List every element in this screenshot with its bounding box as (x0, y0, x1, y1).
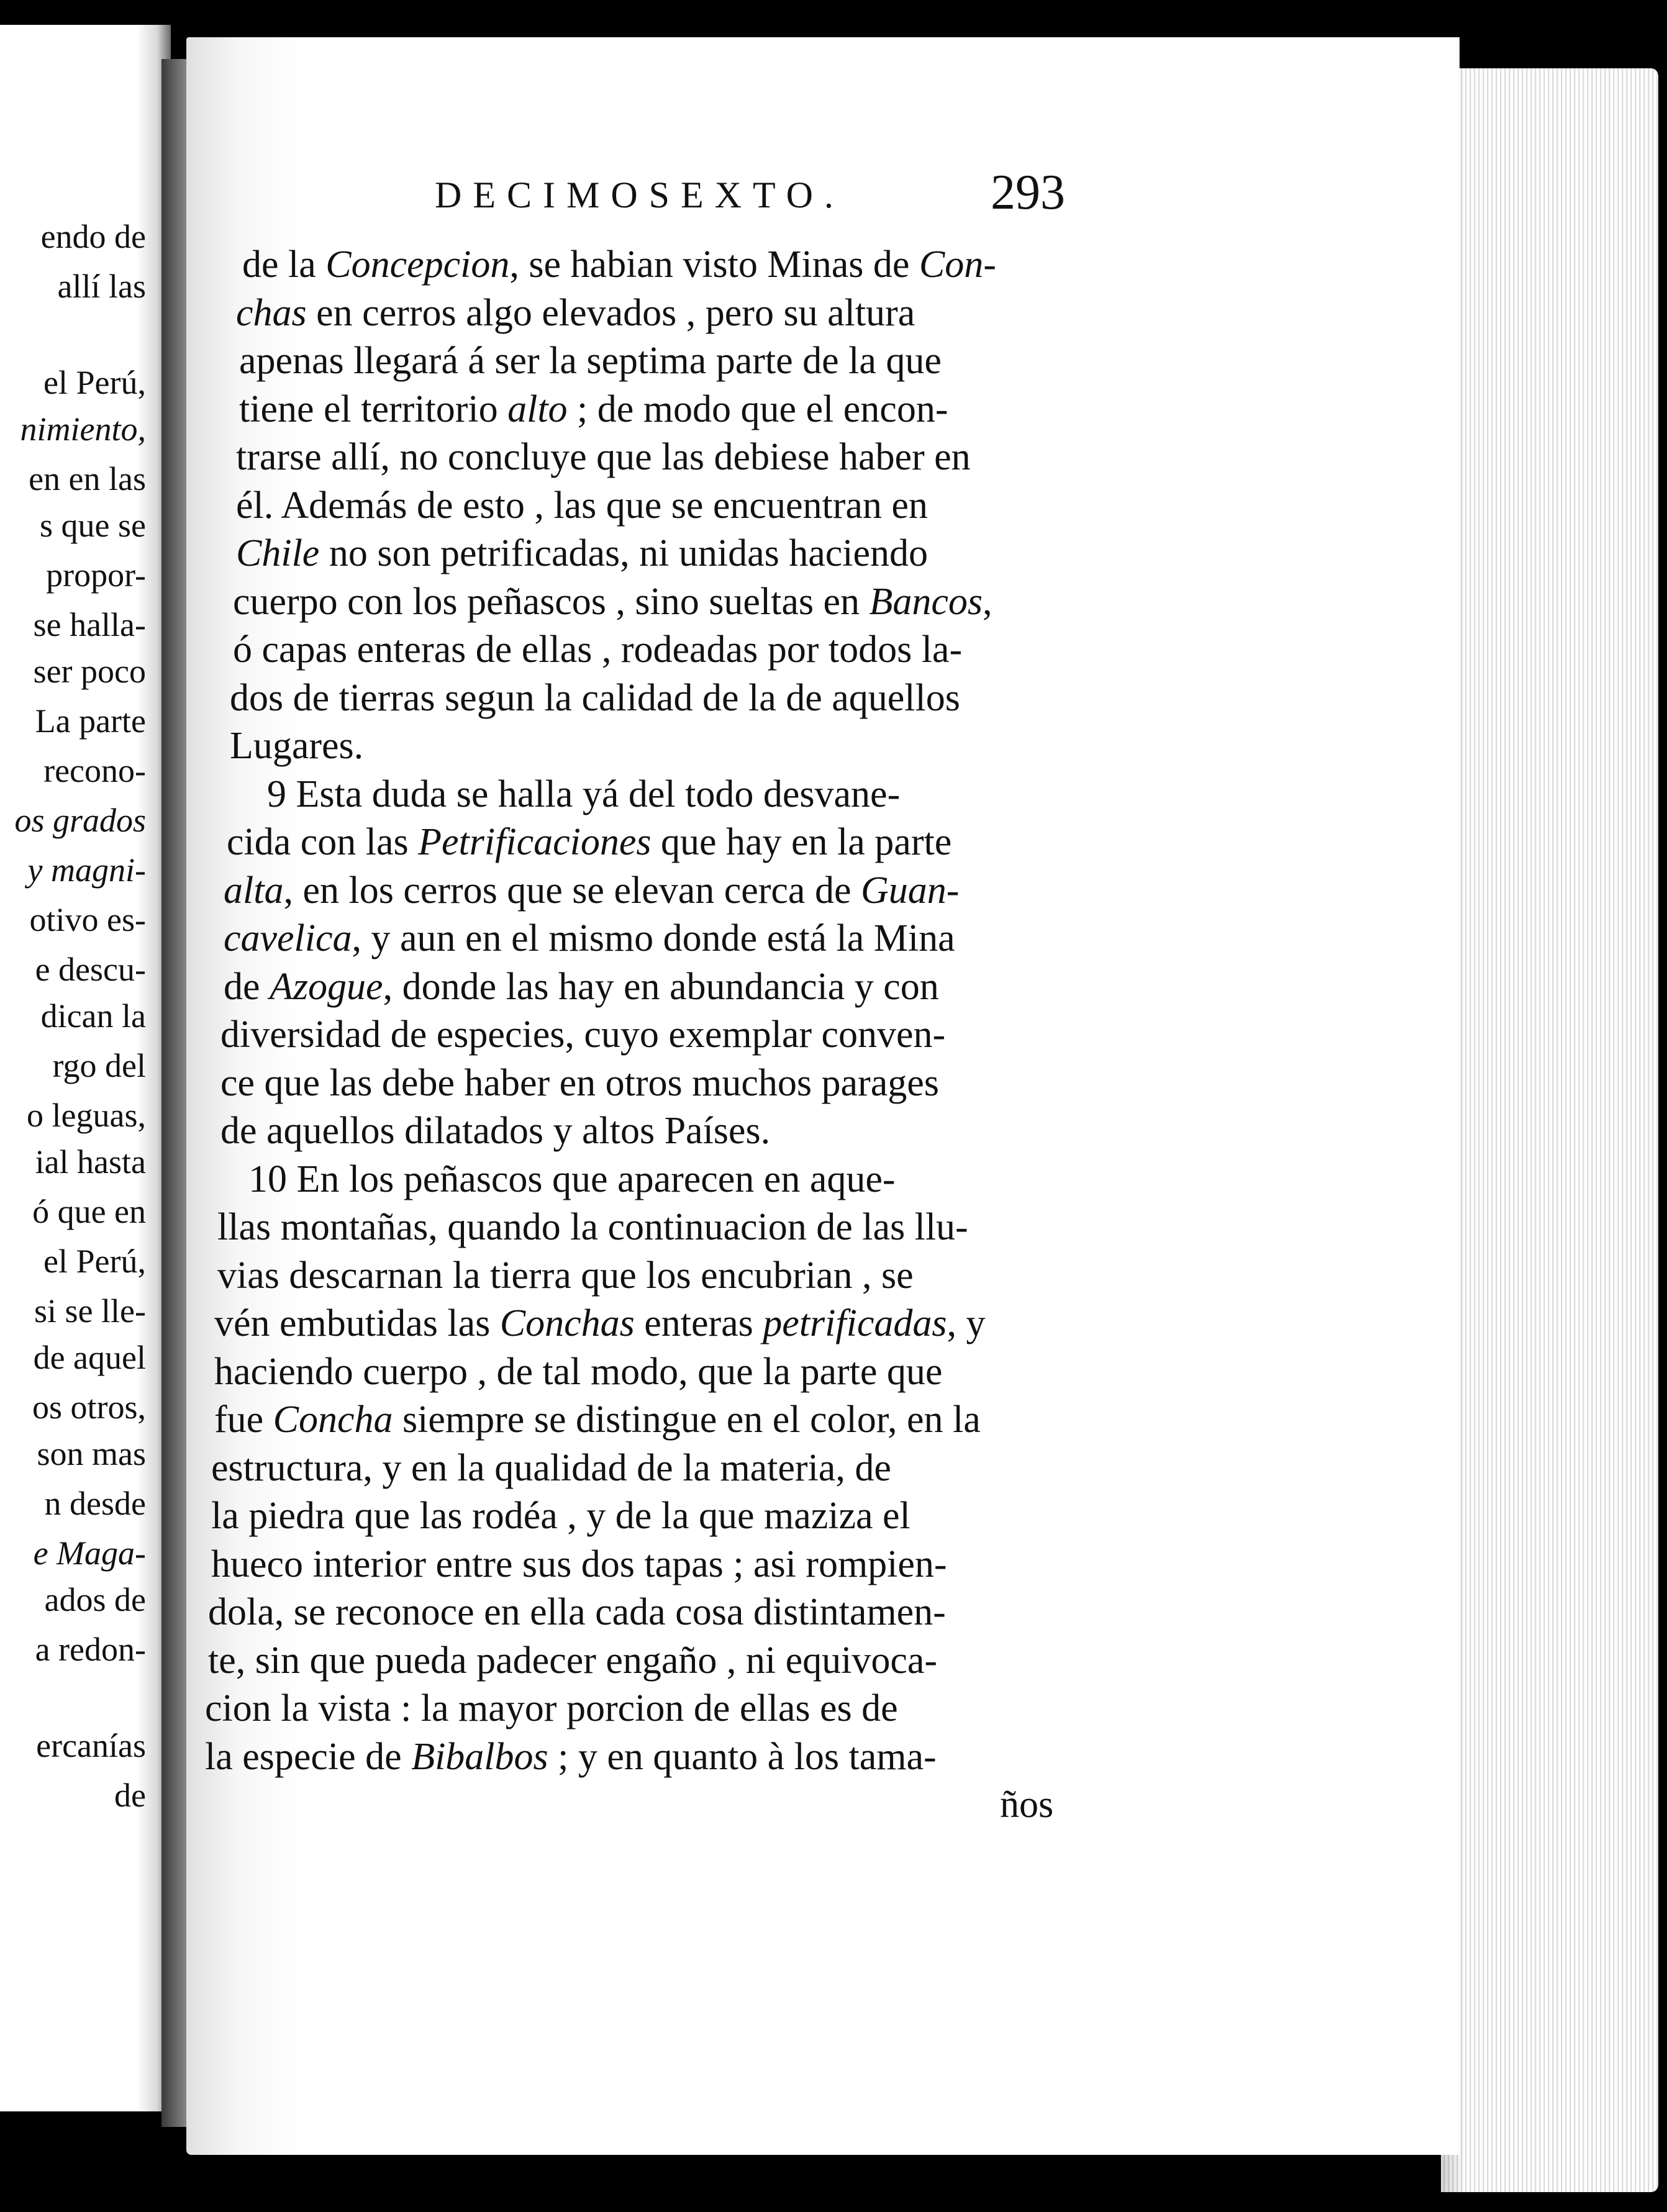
page-number: 293 (991, 165, 1065, 220)
text-line (208, 1641, 937, 1680)
text-run: Lugares. (230, 725, 364, 767)
text-line (205, 1738, 937, 1776)
text-line (227, 823, 952, 861)
text-run: estructura, y en la qualidad de la materia, de (211, 1447, 891, 1489)
text-run: 9 Esta duda se halla yá del todo desvane- (267, 773, 901, 815)
left-page-line: el Perú, (43, 1243, 146, 1280)
text-line (239, 390, 948, 428)
text-run: enteras (634, 1302, 763, 1344)
text-run: tiene el territorio (239, 388, 508, 430)
left-page-line: allí las (57, 268, 146, 305)
text-run: 10 En los peñascos que aparecen en aque- (248, 1158, 896, 1200)
italic-run: Bibalbos (411, 1736, 548, 1778)
text-line (233, 582, 992, 621)
text-line (220, 1064, 939, 1102)
text-run: ; de modo que el encon- (567, 388, 948, 430)
text-line (211, 1497, 911, 1535)
italic-run: Petrificaciones (418, 821, 652, 863)
text-line (230, 727, 363, 765)
left-page-line: ercanías (36, 1727, 146, 1764)
left-page-line: recono- (43, 752, 146, 789)
text-line (208, 1593, 946, 1631)
text-line (224, 871, 959, 910)
text-run: ; y en quanto à los tama- (548, 1736, 937, 1778)
left-page-line: endo de (40, 218, 146, 255)
left-page-line: de aquel (33, 1339, 146, 1376)
left-page-line: n desde (44, 1485, 146, 1522)
running-head: DECIMOSEXTO. (435, 175, 845, 215)
left-page-line: La parte (35, 702, 146, 740)
left-page-line: os grados (14, 802, 146, 839)
text-line (220, 1015, 945, 1054)
text-line (267, 775, 900, 814)
text-run: él. Además de esto , las que se encuentran en (236, 484, 928, 527)
italic-run: alta (224, 869, 284, 912)
left-page-line: en en las (29, 460, 146, 497)
italic-run: Chile (236, 532, 320, 574)
left-page-line: dican la (40, 997, 146, 1035)
text-run: ó capas enteras de ellas , rodeadas por todos la- (233, 628, 963, 671)
text-run: dola, se reconoce en ella cada cosa distintamen- (208, 1591, 946, 1633)
text-line (211, 1545, 947, 1584)
text-run: haciendo cuerpo , de tal modo, que la parte que (214, 1351, 943, 1393)
text-run: de (224, 966, 270, 1008)
left-page-line: os otros, (32, 1389, 146, 1426)
italic-run: Concha (273, 1398, 393, 1441)
left-page-line: y magni- (27, 851, 146, 889)
catchword: ños (1000, 1784, 1054, 1826)
left-page-line: si se lle- (34, 1292, 146, 1330)
text-run: te, sin que pueda padecer engaño , ni equivoca- (208, 1639, 938, 1682)
text-run: fue (214, 1398, 273, 1441)
text-line (233, 630, 962, 669)
italic-run: Conchas (499, 1302, 635, 1344)
text-run: la especie de (205, 1736, 412, 1778)
text-run: cuerpo con los peñascos , sino sueltas en (233, 581, 870, 623)
left-page-line: ados de (44, 1581, 146, 1618)
text-line (214, 1400, 981, 1439)
text-run: vén embutidas las (214, 1302, 500, 1344)
left-page-line: de (114, 1777, 146, 1814)
text-line (236, 486, 928, 525)
text-run: , en los cerros que se elevan cerca de (283, 869, 861, 912)
text-line (242, 245, 996, 284)
text-run: cida con las (227, 821, 419, 863)
text-run: en cerros algo elevados , pero su altura (306, 292, 915, 334)
text-line (220, 1112, 770, 1150)
text-run: hueco interior entre sus dos tapas ; asi rompien- (211, 1543, 947, 1585)
left-page-line: a redon- (35, 1631, 146, 1668)
italic-run: cavelica (224, 917, 352, 959)
text-run: siempre se distingue en el color, en la (393, 1398, 981, 1441)
text-run: ce que las debe haber en otros muchos parages (220, 1062, 939, 1104)
italic-run: Azogue (270, 966, 383, 1008)
italic-run: chas (236, 292, 307, 334)
left-page-line: nimiento, (20, 410, 146, 448)
text-run: de aquellos dilatados y altos Países. (220, 1110, 771, 1152)
italic-run: Concepcion (325, 243, 510, 286)
text-line (236, 294, 915, 332)
text-run: vias descarnan la tierra que los encubrian , se (217, 1254, 914, 1297)
text-line (217, 1208, 968, 1246)
text-run: de la (242, 243, 326, 286)
italic-run: Bancos (869, 581, 983, 623)
text-line (224, 968, 939, 1006)
text-line (214, 1353, 942, 1391)
text-run: llas montañas, quando la continuacion de las llu- (217, 1206, 968, 1248)
left-page-line: otivo es- (29, 901, 146, 938)
text-run: dos de tierras segun la calidad de la de aquellos (230, 677, 960, 719)
text-line (214, 1304, 986, 1343)
italic-run: Guan- (860, 869, 960, 912)
left-page-line: e descu- (35, 951, 146, 988)
text-line (239, 342, 942, 380)
left-page-line: el Perú, (43, 364, 146, 401)
italic-run: Con- (919, 243, 996, 286)
left-page-line: rgo del (52, 1047, 146, 1084)
text-run: apenas llegará á ser la septima parte de la que (239, 340, 942, 382)
text-run: la piedra que las rodéa , y de la que maziza el (211, 1495, 911, 1537)
left-page-line: ó que en (32, 1193, 146, 1230)
text-run: trarse allí, no concluye que las debiese haber en (236, 436, 971, 478)
text-line (236, 534, 928, 573)
italic-run: petrificadas (763, 1302, 947, 1344)
left-page-line: se halla- (33, 606, 146, 643)
text-line (224, 919, 955, 958)
text-line (236, 438, 971, 476)
left-page-line: ser poco (33, 653, 146, 690)
text-run: , (983, 581, 992, 623)
text-run: , y aun en el mismo donde está la Mina (352, 917, 955, 959)
text-run: cion la vista : la mayor porcion de ellas es de (205, 1687, 898, 1729)
text-run: diversidad de especies, cuyo exemplar conven- (220, 1013, 946, 1056)
left-page-line: s que se (40, 507, 146, 544)
text-run: , y (947, 1302, 986, 1344)
left-page-line: ial hasta (35, 1143, 146, 1181)
left-page-line: son mas (37, 1435, 146, 1472)
text-line (248, 1160, 896, 1199)
text-line (217, 1256, 914, 1295)
text-line (205, 1689, 898, 1728)
text-line (230, 679, 960, 717)
left-page-line: e Maga- (33, 1534, 146, 1572)
left-page-line: o leguas, (27, 1097, 146, 1134)
text-run: que hay en la parte (651, 821, 952, 863)
text-run: , donde las hay en abundancia y con (383, 966, 939, 1008)
text-run: no son petrificadas, ni unidas haciendo (319, 532, 929, 574)
left-page-line: propor- (46, 556, 146, 594)
text-line (211, 1449, 891, 1487)
text-run: , se habian visto Minas de (509, 243, 919, 286)
italic-run: alto (507, 388, 568, 430)
